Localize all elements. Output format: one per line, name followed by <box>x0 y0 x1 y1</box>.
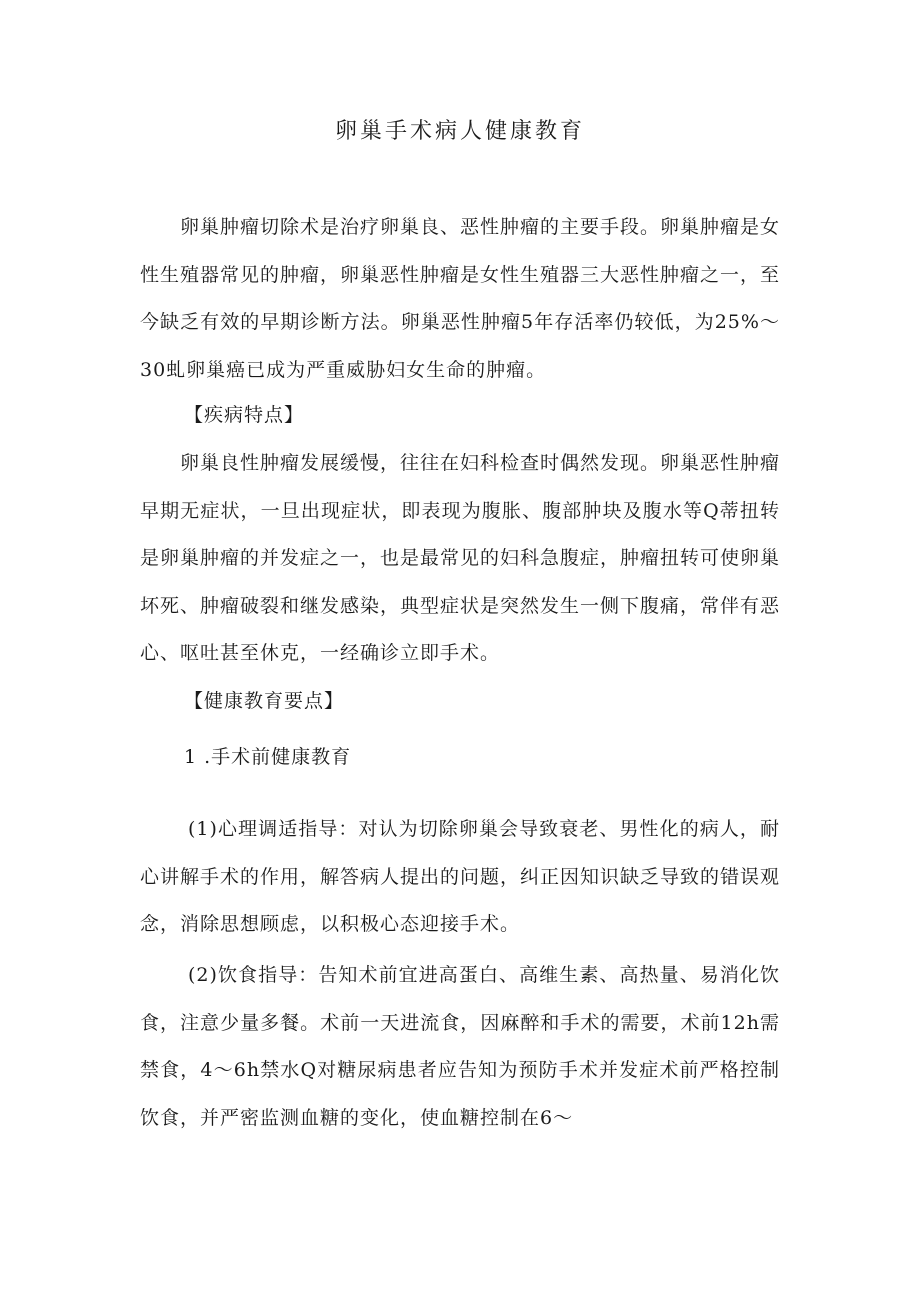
disease-features-paragraph: 卵巢良性肿瘤发展缓慢，往往在妇科检查时偶然发现。卵巢恶性肿瘤早期无症状，一旦出现症状，即表现为腹胀、腹部肿块及腹水等Q蒂扭转是卵巢肿瘤的并发症之一，也是最常见的妇科急腹症，肿瘤扭转可使卵巢坏死、肿瘤破裂和继发感染，典型症状是突然发生一侧下腹痛，常伴有恶心、呕吐甚至休克，一经确诊立即手术。 <box>140 452 781 664</box>
intro-paragraph: 卵巢肿瘤切除术是治疗卵巢良、恶性肿瘤的主要手段。卵巢肿瘤是女性生殖器常见的肿瘤，卵巢恶性肿瘤是女性生殖器三大恶性肿瘤之一，至今缺乏有效的早期诊断方法。卵巢恶性肿瘤5年存活率仍较低，为25%～30虬卵巢癌已成为严重威胁妇女生命的肿瘤。 <box>140 216 781 381</box>
preop-education-heading: 1 .手术前健康教育 <box>184 746 352 768</box>
health-education-heading: 【健康教育要点】 <box>184 690 345 712</box>
psych-guidance-paragraph: (1)心理调适指导：对认为切除卵巢会导致衰老、男性化的病人，耐心讲解手术的作用，解答病人提出的问题，纠正因知识缺乏导致的错误观念，消除思想顾虑，以积极心态迎接手术。 <box>140 818 781 935</box>
disease-features-heading: 【疾病特点】 <box>184 404 305 426</box>
diet-guidance-paragraph: (2)饮食指导：告知术前宜进高蛋白、高维生素、高热量、易消化饮食，注意少量多餐。术前一天进流食，因麻醉和手术的需要，术前12h需禁食，4～6h禁水Q对糖尿病患者应告知为预防手术并发症术前严格控制饮食，并严密监测血糖的变化，使血糖控制在6～ <box>140 964 780 1129</box>
document-title: 卵巢手术病人健康教育 <box>334 119 585 144</box>
